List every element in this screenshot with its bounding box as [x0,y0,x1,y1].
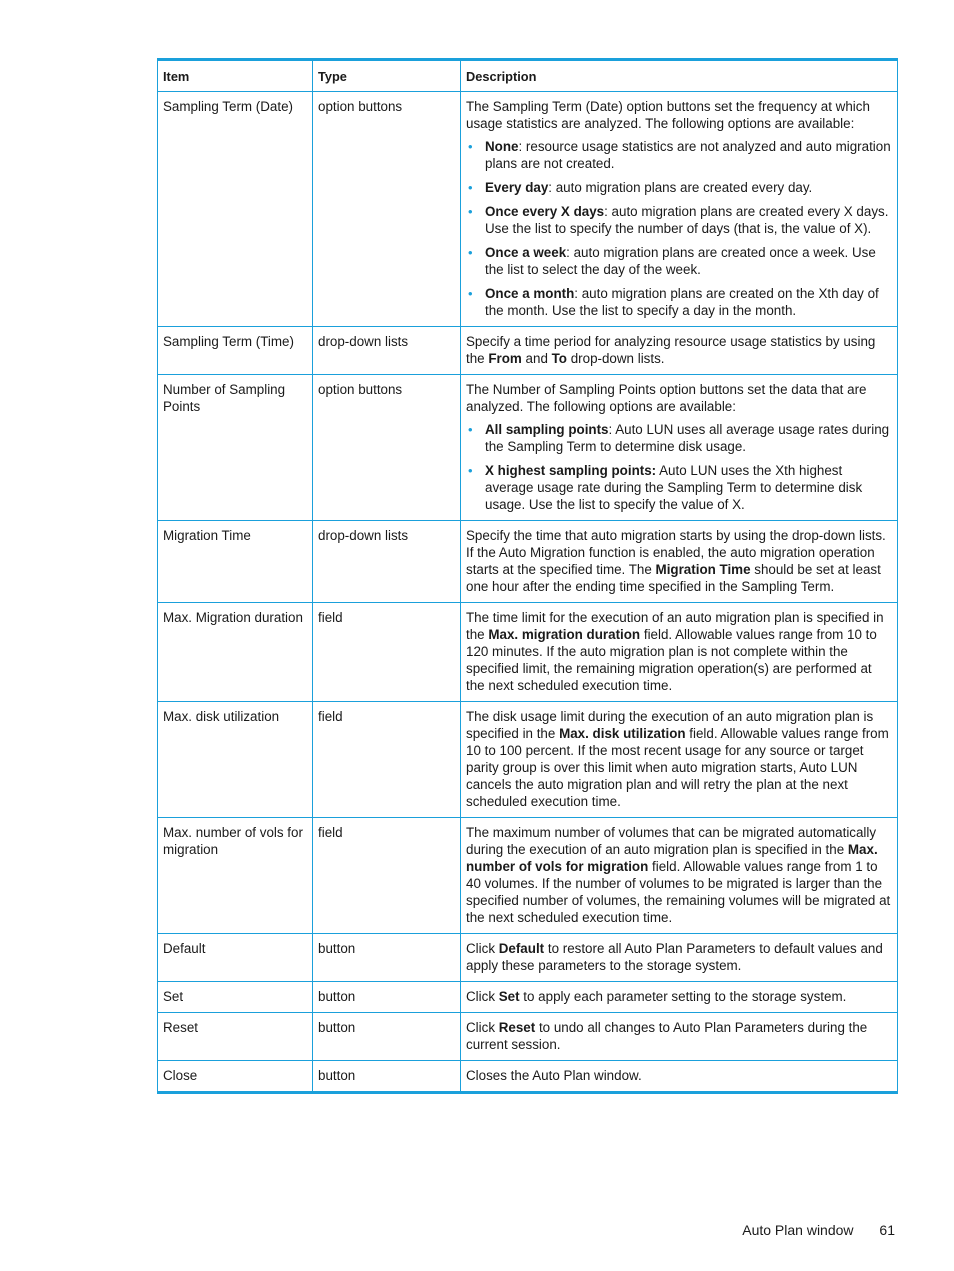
description-text [466,708,892,810]
list-item [466,179,892,196]
cell-description [461,327,898,375]
description-fragment: Click [466,941,499,956]
cell-item: Max. number of vols for migration [158,818,313,934]
option-name: Once a week [485,245,567,260]
option-name: Every day [485,180,549,195]
table-row [158,818,898,934]
list-item [466,244,892,278]
description-fragment: field. Allowable values range from 10 to 120 minutes. If the auto migration plan is not complete within the specified limit, the remaining migration operation(s) are performed at the next scheduled execution time. [466,627,877,693]
option-description: : auto migration plans are created every X days. Use the list to specify the number of days (that is, the value of X). [485,204,889,236]
description-fragment: field. Allowable values range from 1 to 40 volumes. If the number of volumes to be migrated is larger than the specified number of volumes, the remaining volumes will be migrated at the next scheduled execution time. [466,859,891,925]
option-description: : resource usage statistics are not analyzed and auto migration plans are not created. [485,139,891,171]
list-item [466,421,892,455]
table-row [158,982,898,1013]
bullet-icon: • [468,422,473,437]
list-item [466,138,892,172]
bullet-icon: • [468,139,473,154]
list-item [466,203,892,237]
table-row [158,702,898,818]
bullet-icon: • [468,204,473,219]
description-fragment: Click [466,989,499,1004]
cell-description [461,982,898,1013]
cell-item: Close [158,1061,313,1093]
cell-type: field [313,603,461,702]
list-item [466,462,892,513]
description-term: Default [498,941,545,956]
description-text [466,824,892,926]
description-fragment: Specify the time that auto migration starts by using the drop-down lists. If the Auto Migration function is enabled, the auto migration operation starts at the specified time. The [466,528,886,577]
table-header-row [158,60,898,92]
header-type: Type [313,60,461,92]
cell-description [461,934,898,982]
bullet-icon: • [468,286,473,301]
option-list [466,138,892,319]
option-description: : auto migration plans are created every day. [548,180,813,195]
header-item: Item [158,60,313,92]
cell-type: button [313,934,461,982]
option-name: None [485,139,519,154]
table-body [158,92,898,1093]
cell-type: drop-down lists [313,327,461,375]
description-term: Reset [498,1020,536,1035]
cell-item: Reset [158,1013,313,1061]
description-text [466,1067,892,1084]
cell-description [461,92,898,327]
option-name: Once a month [485,286,575,301]
description-term: Set [498,989,520,1004]
description-text [466,609,892,694]
page-number: 61 [879,1222,895,1238]
cell-description [461,521,898,603]
description-fragment: Specify a time period for analyzing resource usage statistics by using the [466,334,876,366]
description-fragment: to undo all changes to Auto Plan Parameters during the current session. [466,1020,868,1052]
cell-item: Default [158,934,313,982]
cell-type: field [313,702,461,818]
cell-description [461,818,898,934]
bullet-icon: • [468,180,473,195]
option-name: X highest sampling points: [485,463,657,478]
cell-description [461,375,898,521]
description-term: To [551,351,567,366]
cell-description [461,702,898,818]
description-term: Max. migration duration [488,627,641,642]
cell-type: drop-down lists [313,521,461,603]
header-description: Description [461,60,898,92]
table-row [158,327,898,375]
description-fragment: to apply each parameter setting to the storage system. [519,989,847,1004]
cell-type: button [313,982,461,1013]
cell-type: option buttons [313,92,461,327]
table-row [158,92,898,327]
cell-description [461,1013,898,1061]
page-footer [742,1222,895,1238]
footer-section-title: Auto Plan window [742,1222,854,1238]
description-fragment: The maximum number of volumes that can be migrated automatically during the execution of an auto migration plan is specified in the [466,825,877,857]
cell-type: field [313,818,461,934]
description-fragment: should be set at least one hour after the ending time specified in the Sampling Term. [466,562,881,594]
description-fragment: Click [466,1020,499,1035]
cell-description [461,603,898,702]
cell-item: Set [158,982,313,1013]
cell-type: button [313,1061,461,1093]
cell-item: Sampling Term (Time) [158,327,313,375]
description-fragment: The time limit for the execution of an auto migration plan is specified in the [466,610,884,642]
cell-item: Max. disk utilization [158,702,313,818]
description-term: Max. disk utilization [559,726,686,741]
description-term: Migration Time [655,562,751,577]
description-text [466,988,892,1005]
table-row [158,521,898,603]
description-fragment: field. Allowable values range from 10 to 100 percent. If the most recent usage for any source or target parity group is over this limit when auto migration starts, Auto LUN cancels the auto migration plan and will retry the plan at the next scheduled execution time. [466,726,889,809]
description-fragment: Closes the Auto Plan window. [466,1068,642,1083]
description-intro: The Sampling Term (Date) option buttons set the frequency at which usage statistics are analyzed. The following options are available: [466,99,870,131]
bullet-icon: • [468,463,473,478]
table-row [158,934,898,982]
table-header [158,60,898,92]
description-fragment: to restore all Auto Plan Parameters to default values and apply these parameters to the storage system. [466,941,883,973]
cell-type: option buttons [313,375,461,521]
table-row [158,603,898,702]
description-term: From [488,351,522,366]
description-fragment: and [521,351,552,366]
description-text [466,940,892,974]
option-list [466,421,892,513]
description-text [466,333,892,367]
table-row [158,1061,898,1093]
description-term: Max. number of vols for migration [466,842,878,874]
option-description: : Auto LUN uses all average usage rates during the Sampling Term to determine disk usage. [485,422,890,454]
option-name: Once every X days [485,204,605,219]
cell-item: Migration Time [158,521,313,603]
table-row [158,375,898,521]
option-description: : auto migration plans are created once a week. Use the list to select the day of the week. [485,245,876,277]
option-name: All sampling points [485,422,609,437]
description-intro: The Number of Sampling Points option buttons set the data that are analyzed. The following options are available: [466,382,867,414]
description-text [466,527,892,595]
list-item [466,285,892,319]
cell-type: button [313,1013,461,1061]
parameters-table [157,58,898,1094]
bullet-icon: • [468,245,473,260]
option-description: : auto migration plans are created on the Xth day of the month. Use the list to specify a day in the month. [485,286,879,318]
cell-item: Number of Sampling Points [158,375,313,521]
cell-item: Sampling Term (Date) [158,92,313,327]
description-text [466,1019,892,1053]
table-row [158,1013,898,1061]
description-fragment: The disk usage limit during the execution of an auto migration plan is specified in the [466,709,874,741]
description-fragment: drop-down lists. [567,351,665,366]
option-description: Auto LUN uses the Xth highest average usage rate during the Sampling Term to determine disk usage. Use the list to specify the value of X. [485,463,863,512]
cell-item: Max. Migration duration [158,603,313,702]
cell-description [461,1061,898,1093]
